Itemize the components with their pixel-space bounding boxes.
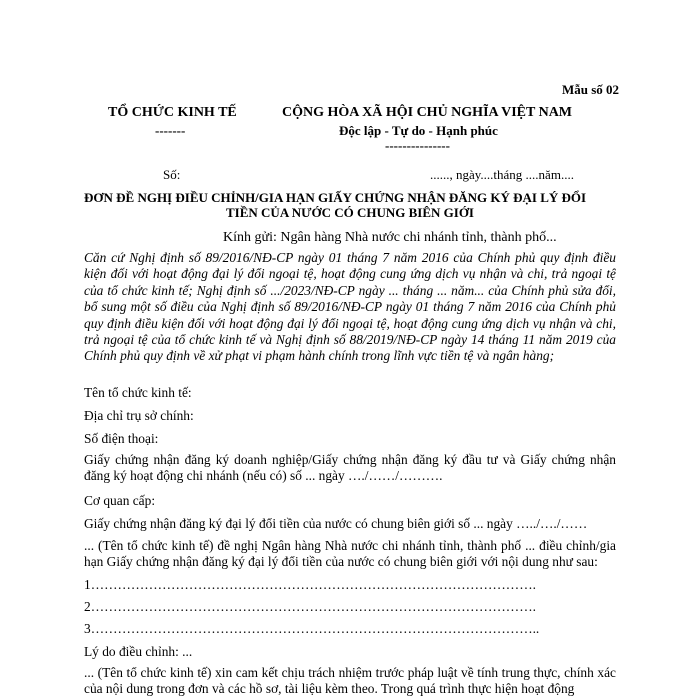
field-agent-certificate: Giấy chứng nhận đăng ký đại lý đổi tiền của nước có chung biên giới số ... ngày …../…./…… [84,516,588,531]
field-hq-address: Địa chỉ trụ sở chính: [84,408,194,423]
commitment-paragraph: ... (Tên tổ chức kinh tế) xin cam kết chịu trách nhiệm trước pháp luật về tính trung thực, chính xác của nội dung trong đơn và các hồ sơ, tài liệu kèm theo. Trong quá trình thực hiện hoạt động [84,665,616,697]
list-item-3: 3……………………………………………………………………………………….. [84,621,540,636]
form-number: Mẫu số 02 [562,82,620,97]
org-header-name: TỔ CHỨC KINH TẾ [108,105,237,120]
nation-motto: Độc lập - Tự do - Hạnh phúc [339,123,498,138]
date-line: ......, ngày....tháng ....năm.... [430,167,574,182]
request-paragraph: ... (Tên tổ chức kinh tế) đề nghị Ngân hàng Nhà nước chi nhánh tỉnh, thành phố ... điều chỉnh/gia hạn Giấy chứng nhận đăng ký đại lý đổi tiền của nước có chung biên giới với nội dung như sau: [84,538,616,570]
field-issuer: Cơ quan cấp: [84,493,156,508]
legal-basis-paragraph: Căn cứ Nghị định số 89/2016/NĐ-CP ngày 01 tháng 7 năm 2016 của Chính phủ quy định điều kiện đối với hoạt động đại lý đổi ngoại tệ, hoạt động cung ứng dịch vụ nhận và chi, trả ngoại tệ của tổ chức kinh tế; Nghị định số .../2023/NĐ-CP ngày ... tháng ... năm... của Chính phủ sửa đổi, bổ sung một số điều của Nghị định số 89/2016/NĐ-CP ngày 01 tháng 7 năm 2016 của Chính phủ quy định điều kiện đối với hoạt động đại lý đổi ngoại tệ, hoạt động cung ứng dịch vụ nhận và chi, trả ngoại tệ của tổ chức kinh tế và Nghị định số 88/2019/NĐ-CP ngày 14 tháng 11 năm 2019 của Chính phủ quy định về xử phạt vi phạm hành chính trong lĩnh vực tiền tệ và ngân hàng; [84,250,616,364]
document-title-line-1: ĐƠN ĐỀ NGHỊ ĐIỀU CHỈNH/GIA HẠN GIẤY CHỨNG NHẬN ĐĂNG KÝ ĐẠI LÝ ĐỔI [84,190,587,205]
list-item-2: 2………………………………………………………………………………………. [84,599,536,614]
org-header-dashes: ------- [155,123,186,138]
field-phone: Số điện thoại: [84,431,159,446]
field-org-name: Tên tổ chức kinh tế: [84,385,192,400]
nation-title: CỘNG HÒA XÃ HỘI CHỦ NGHĨA VIỆT NAM [282,105,573,120]
document-title-line-2: TIỀN CỦA NƯỚC CÓ CHUNG BIÊN GIỚI [226,205,474,220]
document-number-label: Số: [163,167,181,182]
field-business-certificate: Giấy chứng nhận đăng ký doanh nghiệp/Giấy chứng nhận đăng ký đầu tư và Giấy chứng nhận đăng ký hoạt động chi nhánh (nếu có) số ... ngày …./……/………. [84,452,616,484]
addressee: Kính gửi: Ngân hàng Nhà nước chi nhánh tỉnh, thành phố... [223,230,557,245]
nation-dashes: --------------- [385,138,450,153]
reason-line: Lý do điều chỉnh: ... [84,644,193,659]
list-item-1: 1………………………………………………………………………………………. [84,577,536,592]
